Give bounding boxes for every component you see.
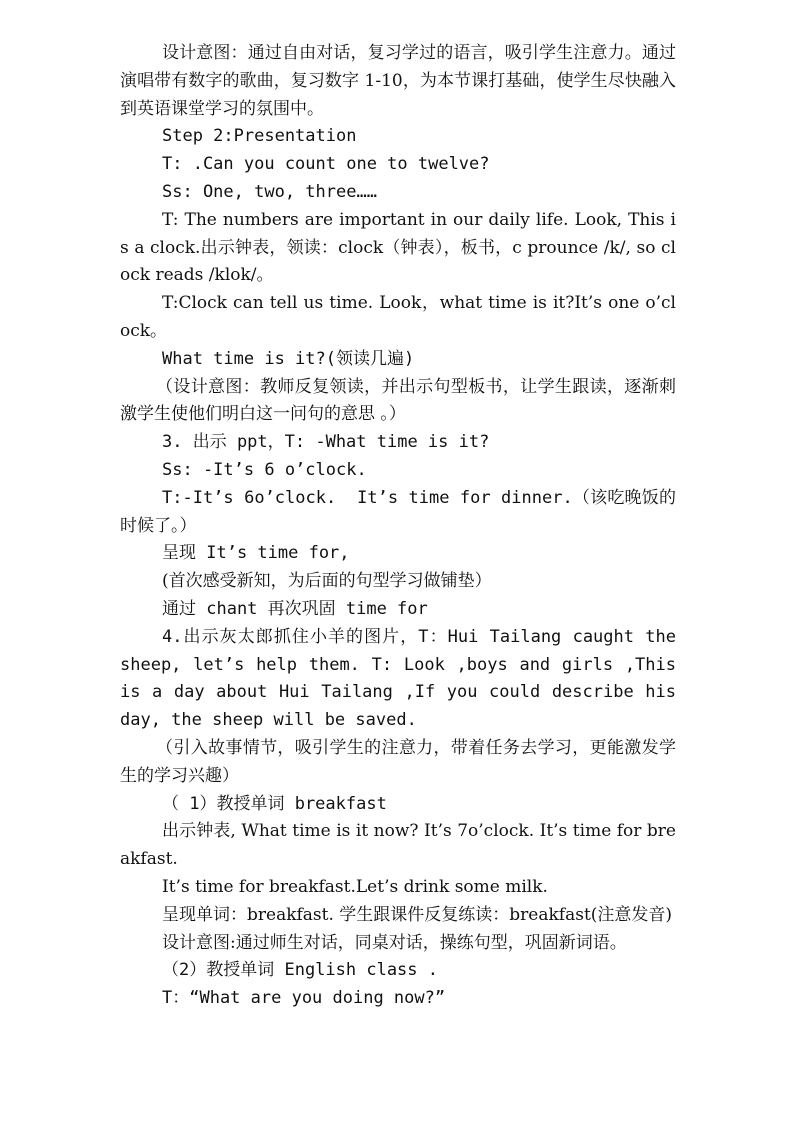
paragraph-teach-breakfast: （ 1）教授单词 breakfast [162,793,387,814]
paragraph-design-intent-1: 设计意图：通过自由对话，复习学过的语言，吸引学生注意力。通过演唱带有数字的歌曲，复习数字 1-10，为本节课打基础，使学生尽快融入到英语课堂学习的氛围中。 [120,43,676,119]
paragraph-present-breakfast: 呈现单词：breakfast. 学生跟课件反复练读：breakfast(注意发音) [162,904,673,925]
paragraph-drink-milk: It’s time for breakfast.Let’s drink some milk. [162,876,548,897]
paragraph-step-2: Step 2:Presentation [162,126,357,147]
document-body [120,40,687,1013]
paragraph-students-count: Ss: One, two, three…… [162,181,377,202]
paragraph-chant: 通过 chant 再次巩固 time for [162,598,428,619]
paragraph-teacher-clock: T: The numbers are important in our daily life. Look, This is a clock.出示钟表，领读：clock（钟表），板书，c prounce /k/, so clock reads /klok/。 [120,209,676,286]
paragraph-step-4: 4.出示灰太郎抓住小羊的图片，T：Hui Tailang caught the sheep, let’s help them. T: Look ,boys and girls ,This is a day about Hui Tailang ,If you could describe his day, the sheep will be saved. [120,626,687,731]
paragraph-clock-time: T:Clock can tell us time. Look，what time is it?It’s one o’clock。 [120,293,676,341]
paragraph-design-intent-2: （设计意图：教师反复领读，并出示句型板书，让学生跟读，逐渐刺激学生使他们明白这一问句的意思 。） [120,376,676,425]
paragraph-design-intent-3: 设计意图:通过师生对话，同桌对话，操练句型，巩固新词语。 [162,932,627,953]
paragraph-teach-english-class: （2）教授单词 English class . [162,960,438,981]
paragraph-step-3: 3. 出示 ppt，T: -What time is it? [162,432,490,453]
paragraph-present-time-for: 呈现 It’s time for, [162,543,350,564]
paragraph-story-intent: （引入故事情节，吸引学生的注意力，带着任务去学习，更能激发学生的学习兴趣） [120,737,676,786]
paragraph-students-six: Ss: -It’s 6 o’clock. [162,459,367,480]
paragraph-what-time: What time is it?(领读几遍) [162,348,415,369]
paragraph-teacher-question: T：“What are you doing now?” [162,988,446,1009]
paragraph-teacher-dinner: T:-It’s 6o’clock. It’s time for dinner.（该吃晚饭的时候了。） [120,487,676,536]
paragraph-teacher-count: T: .Can you count one to twelve? [162,154,490,175]
paragraph-clock-breakfast: 出示钟表, What time is it now? It’s 7o’clock. It’s time for breakfast. [120,821,676,870]
paragraph-first-feeling: (首次感受新知，为后面的句型学习做铺垫） [162,571,492,592]
